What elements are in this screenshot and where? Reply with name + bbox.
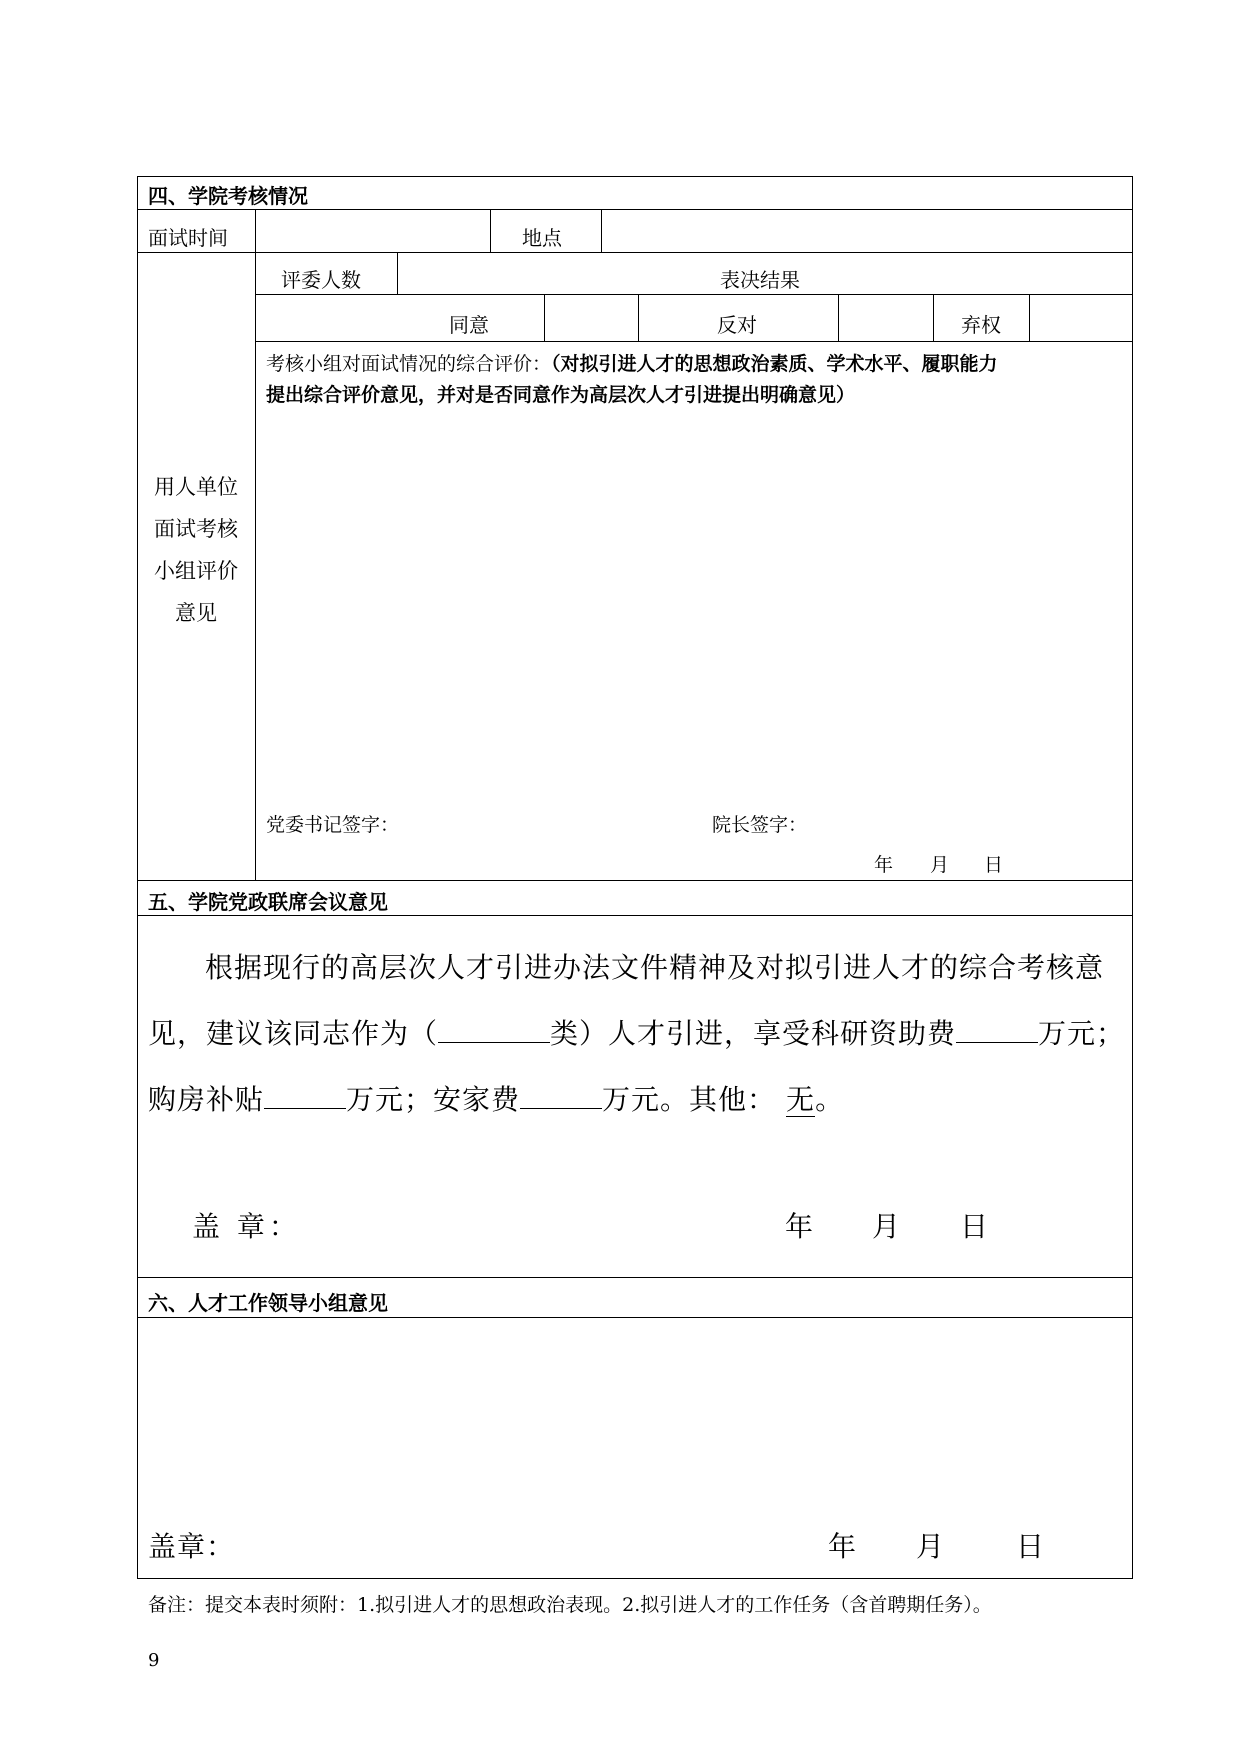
row-divider: [137, 1317, 1133, 1318]
location-field[interactable]: [604, 212, 1130, 250]
row-divider: [255, 294, 1133, 295]
interview-time-label: 面试时间: [148, 226, 228, 250]
column-divider: [601, 209, 602, 252]
side-label-line: 面试考核: [154, 517, 238, 541]
row-divider: [137, 880, 1133, 881]
column-divider: [1029, 294, 1030, 341]
section6-stamp-label: 盖章：: [148, 1530, 236, 1563]
evaluation-prompt: [266, 349, 998, 376]
column-divider: [255, 209, 256, 880]
oppose-count-field[interactable]: [840, 297, 931, 339]
housing-subsidy-blank[interactable]: [264, 1080, 346, 1109]
section5-paragraph-line3: [148, 1078, 844, 1118]
evaluation-prompt-prefix: 考核小组对面试情况的综合评价：: [266, 353, 552, 375]
row-divider: [255, 341, 1133, 342]
section5-date-month: 月: [872, 1210, 902, 1243]
section5-date-day: 日: [960, 1210, 990, 1243]
text-segment: 见，建议该同志作为（: [148, 1017, 439, 1050]
date-year: 年: [874, 854, 894, 876]
research-fund-blank[interactable]: [956, 1014, 1038, 1043]
column-divider: [397, 252, 398, 294]
dean-signature-label: 院长签字：: [712, 814, 808, 836]
row-divider: [137, 1277, 1133, 1278]
page-number: 9: [148, 1650, 160, 1671]
section6-date-year: 年: [828, 1530, 858, 1563]
secretary-signature-label: 党委书记签字：: [266, 814, 400, 836]
section5-header: 五、学院党政联席会议意见: [148, 890, 388, 914]
text-segment: 万元；安家费: [346, 1083, 521, 1116]
side-label-evaluation: [137, 466, 255, 634]
evaluation-prompt-bold-2: 提出综合评价意见，并对是否同意作为高层次人才引进提出明确意见）: [266, 384, 856, 406]
settling-fee-blank[interactable]: [520, 1080, 602, 1109]
text-segment: 万元。其他：: [602, 1083, 777, 1116]
vote-result-label: 表决结果: [720, 268, 800, 292]
column-divider: [544, 294, 545, 341]
evaluation-text-area[interactable]: [258, 412, 1130, 792]
text-segment: 人才引进，享受科研资助费: [608, 1017, 957, 1050]
section5-paragraph-line1: 根据现行的高层次人才引进办法文件精神及对拟引进人才的综合考核意: [205, 951, 1105, 984]
side-label-line: 小组评价: [154, 559, 238, 583]
section6-date-day: 日: [1016, 1530, 1046, 1563]
abstain-count-field[interactable]: [1031, 297, 1130, 339]
evaluation-prompt-bold-1: （对拟引进人才的思想政治素质、学术水平、履职能力: [551, 353, 998, 375]
column-divider: [490, 209, 491, 252]
row-divider: [137, 252, 1133, 253]
footnote: 备注：提交本表时须附：1.拟引进人才的思想政治表现。2.拟引进人才的工作任务（含首聘期任务）。: [148, 1594, 992, 1616]
section6-date-month: 月: [916, 1530, 946, 1563]
section4-header: 四、学院考核情况: [148, 184, 308, 208]
column-divider: [838, 294, 839, 341]
text-segment: 。: [815, 1083, 845, 1116]
text-segment: 购房补贴: [148, 1083, 265, 1116]
column-divider: [933, 294, 934, 341]
category-blank[interactable]: [438, 1014, 550, 1043]
text-segment: 类）: [550, 1017, 609, 1050]
side-label-line: 用人单位: [154, 475, 238, 499]
section5-paragraph-line2: [148, 1012, 1125, 1052]
abstain-label: 弃权: [961, 313, 1001, 337]
interview-time-field[interactable]: [258, 212, 488, 250]
column-divider: [638, 294, 639, 341]
row-divider: [137, 915, 1133, 916]
location-label: 地点: [522, 226, 562, 250]
row-divider: [137, 209, 1133, 210]
section5-date-year: 年: [785, 1210, 815, 1243]
other-value: 无: [786, 1083, 816, 1116]
judges-count-label: 评委人数: [281, 268, 361, 292]
date-month: 月: [930, 854, 950, 876]
oppose-label: 反对: [717, 313, 757, 337]
section6-header: 六、人才工作领导小组意见: [148, 1291, 388, 1315]
section6-opinion-area[interactable]: [140, 1320, 1130, 1520]
section5-stamp-label: 盖 章：: [192, 1210, 301, 1243]
agree-label: 同意: [449, 313, 489, 337]
side-label-line: 意见: [175, 601, 217, 625]
agree-count-field[interactable]: [546, 297, 636, 339]
date-day: 日: [984, 854, 1004, 876]
text-segment: 万元；: [1038, 1017, 1126, 1050]
